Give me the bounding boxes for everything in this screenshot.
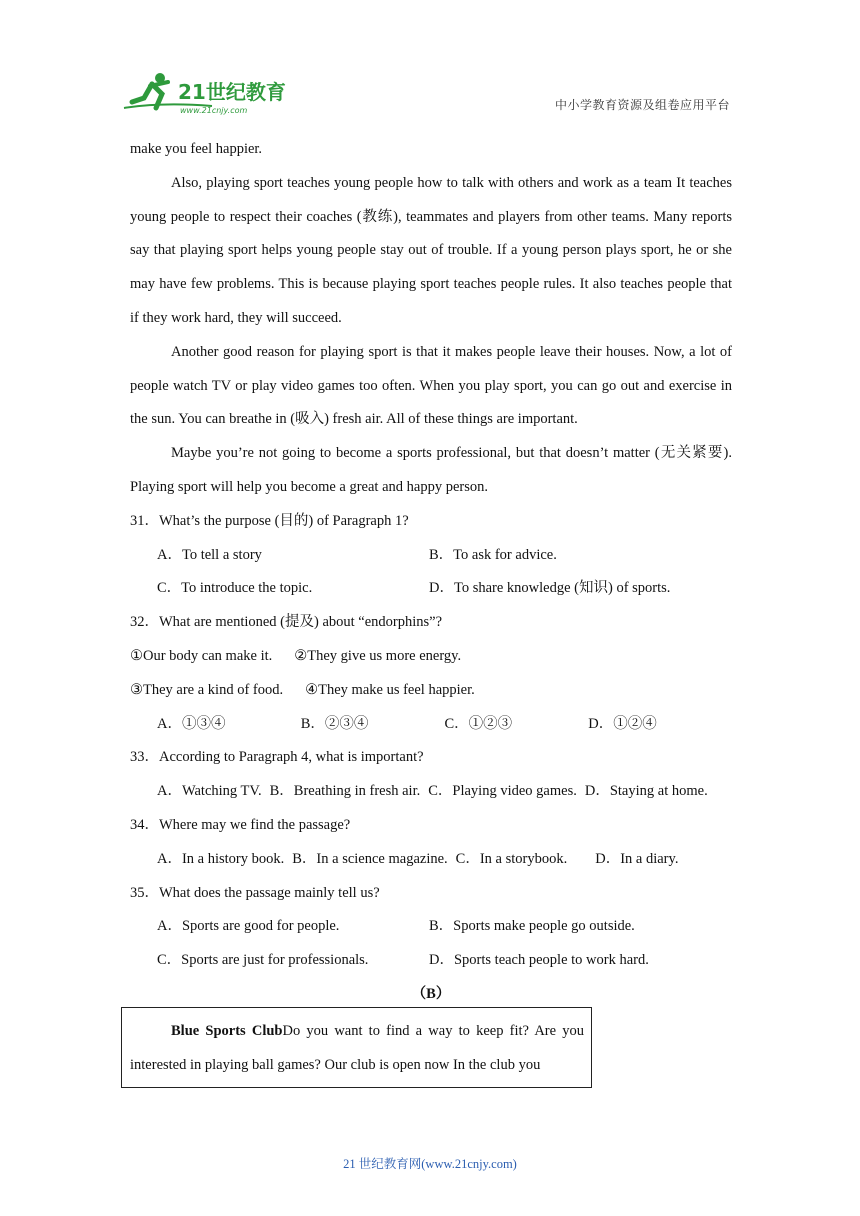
question-33-option-a[interactable]: A．Watching TV. (157, 783, 262, 800)
question-33-option-c[interactable]: C．Playing video games. (428, 783, 577, 800)
question-32-option-b[interactable]: B．②③④ (300, 715, 369, 732)
question-31-option-c[interactable]: C．To introduce the topic. (157, 580, 313, 597)
question-32-statement-1: ①Our body can make it. (130, 647, 273, 664)
question-32-options (130, 708, 732, 742)
question-31-option-b[interactable]: B．To ask for advice. (429, 546, 557, 563)
question-34-options (130, 843, 732, 877)
question-35-stem: 35．What does the passage mainly tell us? (130, 884, 380, 901)
question-35-option-c[interactable]: C．Sports are just for professionals. (157, 952, 369, 969)
question-31-option-d[interactable]: D．To share knowledge (知识) of sports. (429, 580, 671, 597)
question-35-option-d[interactable]: D．Sports teach people to work hard. (429, 952, 649, 969)
passage-paragraph-3: Maybe you’re not going to become a sports professional, but that doesn’t matter (无关紧要). Playing sport will help you become a great and happy person. (130, 445, 732, 495)
question-31-stem: 31．What’s the purpose (目的) of Paragraph 1? (130, 512, 409, 529)
question-32-statement-3: ③They are a kind of food. (130, 681, 284, 698)
question-32-option-a[interactable]: A．①③④ (157, 715, 226, 732)
question-33-options (130, 775, 732, 809)
footer-link[interactable]: 21 世纪教育网(www.21cnjy.com) (343, 1157, 517, 1171)
passage-paragraph-0: make you feel happier. (130, 141, 263, 157)
runner-logo-icon (122, 68, 292, 118)
question-33-option-b[interactable]: B．Breathing in fresh air. (269, 783, 421, 800)
question-31-options-row1 (130, 539, 732, 573)
question-32-statement-4: ④They make us feel happier. (305, 681, 475, 698)
passage-content (130, 133, 732, 1012)
club-ad-box (121, 1007, 592, 1088)
question-34-option-a[interactable]: A．In a history book. (157, 850, 285, 867)
question-35-option-a[interactable]: A．Sports are good for people. (157, 918, 340, 935)
question-33-option-d[interactable]: D．Staying at home. (584, 783, 708, 800)
question-32-option-c[interactable]: C．①②③ (444, 715, 513, 732)
logo-text: 21世纪教育 (178, 80, 286, 104)
club-ad-title: Blue Sports Club (171, 1023, 283, 1039)
question-35-option-b[interactable]: B．Sports make people go outside. (429, 918, 635, 935)
question-34-option-d[interactable]: D．In a diary. (595, 850, 679, 867)
passage-paragraph-1: Also, playing sport teaches young people how to talk with others and work as a team It teaches young people to respect their coaches (教练), teammates and players from other teams. Many reports say that playing sport helps young people stay out of trouble. If a young person plays sport, he or she may have few problems. This is because playing sport teaches people rules. It also teaches people that if they work hard, they will succeed. (130, 174, 732, 326)
question-32-stem: 32．What are mentioned (提及) about “endorphins”? (130, 614, 443, 631)
section-b-label: （B） (411, 985, 451, 1002)
question-32-statements-row2 (130, 674, 732, 708)
question-32-statements-row1 (130, 640, 732, 674)
club-ad-text (130, 1015, 584, 1083)
question-32-option-d[interactable]: D．①②④ (588, 715, 657, 732)
question-34-option-c[interactable]: C．In a storybook. (455, 850, 568, 867)
question-34-stem: 34．Where may we find the passage? (130, 816, 351, 833)
question-31-option-a[interactable]: A．To tell a story (157, 546, 262, 563)
club-ad-body: Do you want to find a way to keep fit? Are you interested in playing ball games? Our club is open now In the club you (130, 1023, 584, 1073)
question-34-option-b[interactable]: B．In a science magazine. (292, 850, 448, 867)
question-35-options-row2 (130, 944, 732, 978)
question-35-options-row1 (130, 910, 732, 944)
platform-label: 中小学教育资源及组卷应用平台 (554, 98, 730, 112)
question-33-stem: 33．According to Paragraph 4, what is important? (130, 749, 424, 766)
logo-url: www.21cnjy.com (180, 106, 248, 115)
question-31-options-row2 (130, 572, 732, 606)
passage-paragraph-2: Another good reason for playing sport is that it makes people leave their houses. Now, a lot of people watch TV or play video games too often. When you play sport, you can go out and exercise in the sun. You can breathe in (吸入) fresh air. All of these things are important. (130, 343, 732, 428)
site-logo[interactable] (122, 68, 292, 118)
question-32-statement-2: ②They give us more energy. (294, 647, 462, 664)
